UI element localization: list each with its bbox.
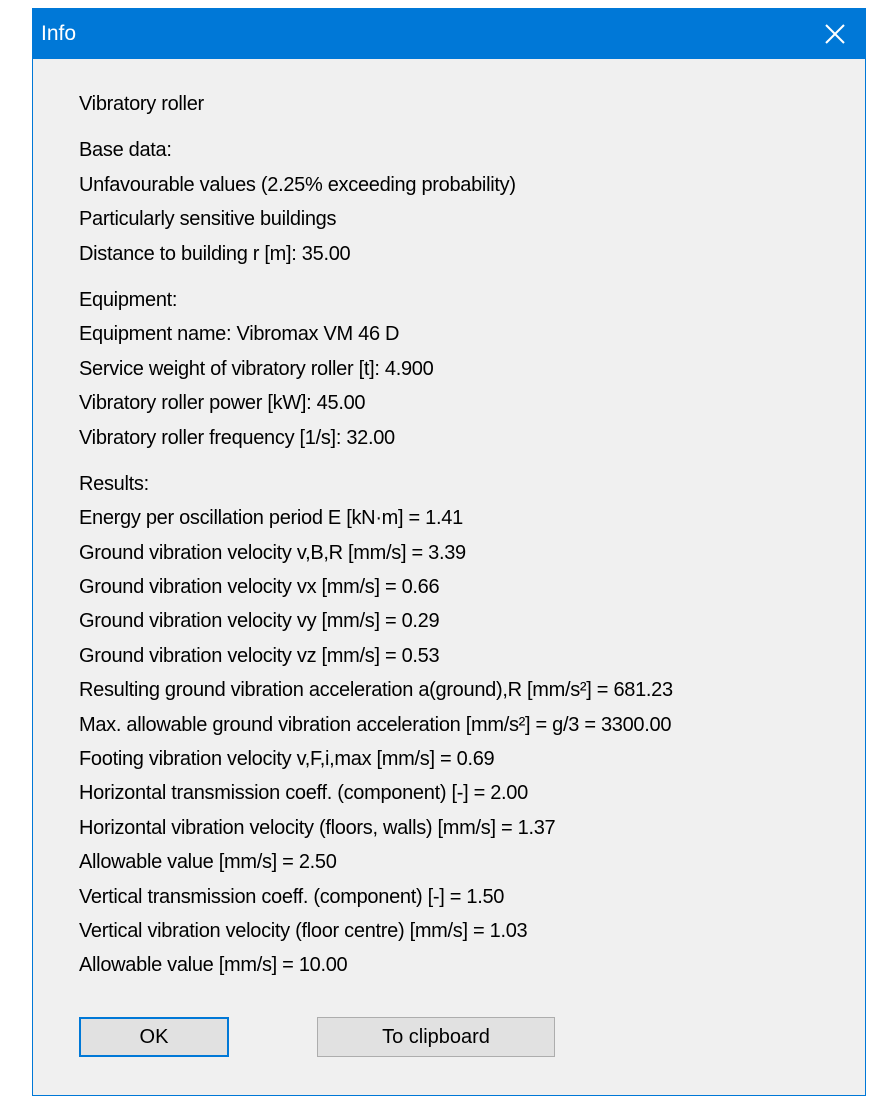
close-button[interactable] — [805, 9, 865, 59]
copy-to-clipboard-button[interactable]: To clipboard — [317, 1017, 555, 1057]
info-content — [79, 87, 845, 983]
results-label: Results: — [79, 472, 149, 495]
results-line: Ground vibration velocity v,B,R [mm/s] = 3.39 — [79, 541, 466, 564]
base-data-section — [79, 133, 845, 271]
results-line: Allowable value [mm/s] = 2.50 — [79, 851, 337, 874]
title-bar[interactable] — [33, 9, 865, 59]
results-line: Ground vibration velocity vx [mm/s] = 0.66 — [79, 576, 440, 599]
results-line: Ground vibration velocity vz [mm/s] = 0.53 — [79, 644, 440, 667]
equipment-line: Vibratory roller power [kW]: 45.00 — [79, 392, 366, 415]
spacer — [79, 271, 845, 283]
equipment-line: Service weight of vibratory roller [t]: 4.900 — [79, 357, 434, 380]
equipment-section — [79, 283, 845, 455]
results-section — [79, 467, 845, 983]
results-line: Allowable value [mm/s] = 10.00 — [79, 954, 348, 977]
info-dialog — [32, 8, 866, 1096]
results-line: Ground vibration velocity vy [mm/s] = 0.29 — [79, 610, 440, 633]
results-line: Footing vibration velocity v,F,i,max [mm/s] = 0.69 — [79, 748, 495, 771]
dialog-title: Info — [41, 22, 77, 45]
results-line: Energy per oscillation period E [kN·m] = 1.41 — [79, 507, 463, 530]
spacer — [79, 455, 845, 467]
results-line: Vertical transmission coeff. (component) [-] = 1.50 — [79, 885, 505, 908]
equipment-line: Equipment name: Vibromax VM 46 D — [79, 323, 400, 346]
results-line: Horizontal vibration velocity (floors, walls) [mm/s] = 1.37 — [79, 816, 556, 839]
base-data-line: Particularly sensitive buildings — [79, 208, 337, 231]
results-line: Horizontal transmission coeff. (component) [-] = 2.00 — [79, 782, 528, 805]
ok-button[interactable]: OK — [79, 1017, 229, 1057]
equipment-line: Vibratory roller frequency [1/s]: 32.00 — [79, 426, 395, 449]
base-data-line: Distance to building r [m]: 35.00 — [79, 242, 351, 265]
info-heading: Vibratory roller — [79, 93, 204, 115]
spacer — [79, 121, 845, 133]
results-line: Max. allowable ground vibration acceleration [mm/s²] = g/3 = 3300.00 — [79, 713, 672, 736]
results-line: Resulting ground vibration acceleration a(ground),R [mm/s²] = 681.23 — [79, 679, 673, 702]
results-line: Vertical vibration velocity (floor centre) [mm/s] = 1.03 — [79, 919, 528, 942]
close-icon — [824, 23, 846, 45]
equipment-label: Equipment: — [79, 288, 178, 311]
base-data-label: Base data: — [79, 139, 172, 162]
base-data-line: Unfavourable values (2.25% exceeding probability) — [79, 173, 516, 196]
